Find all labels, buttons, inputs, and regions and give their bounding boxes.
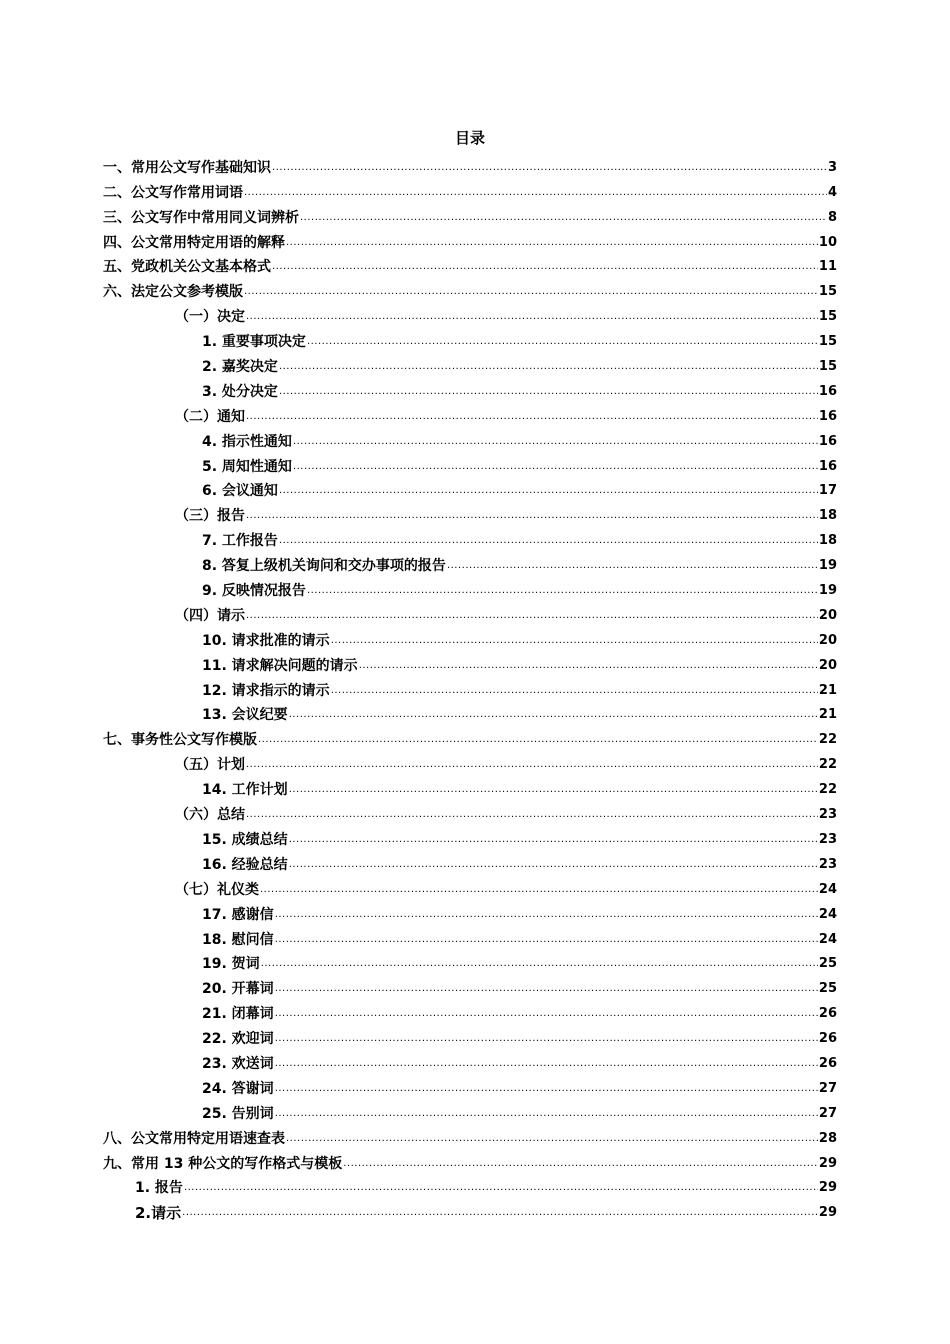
toc-entry[interactable]: [103, 202, 837, 227]
toc-page-number: 16: [818, 408, 837, 424]
toc-page-number: 18: [818, 508, 837, 524]
toc-page-number: 24: [818, 881, 837, 897]
toc-dot-leader: [289, 783, 818, 797]
toc-page-number: 19: [818, 583, 837, 599]
toc-entry-text: 三、公文写作中常用同义词辨析: [103, 209, 299, 226]
toc-entry[interactable]: [103, 998, 837, 1023]
toc-page-number: 20: [818, 657, 837, 673]
toc-entry[interactable]: [103, 949, 837, 974]
toc-entry[interactable]: [103, 675, 837, 700]
toc-page-number: 21: [818, 682, 837, 698]
toc-entry-text: 8. 答复上级机关询问和交办事项的报告: [202, 558, 446, 575]
toc-page-number: 11: [818, 259, 837, 275]
toc-entry-text: （四）请示: [175, 607, 245, 624]
toc-page-number: 20: [818, 632, 837, 648]
toc-entry-text: 22. 欢迎词: [202, 1031, 274, 1048]
toc-entry[interactable]: [103, 650, 837, 675]
toc-entry[interactable]: [103, 401, 837, 426]
toc-dot-leader: [184, 1181, 818, 1195]
toc-entry[interactable]: [103, 426, 837, 451]
toc-entry[interactable]: [103, 625, 837, 650]
toc-dot-leader: [359, 659, 818, 673]
toc-dot-leader: [244, 186, 827, 200]
toc-entry[interactable]: [103, 774, 837, 799]
toc-dot-leader: [275, 1057, 818, 1071]
toc-entry[interactable]: [103, 227, 837, 252]
toc-dot-leader: [246, 758, 818, 772]
toc-dot-leader: [246, 808, 818, 822]
toc-entry-text: 19. 贺词: [202, 956, 260, 973]
toc-dot-leader: [275, 1032, 818, 1046]
toc-entry-text: 二、公文写作常用词语: [103, 184, 243, 201]
toc-page-number: 29: [818, 1155, 837, 1171]
toc-dot-leader: [244, 285, 818, 299]
toc-dot-leader: [331, 684, 818, 698]
toc-entry[interactable]: [103, 899, 837, 924]
toc-entry-text: （二）通知: [175, 408, 245, 425]
toc-page-number: 4: [827, 184, 837, 200]
toc-entry-text: 23. 欢送词: [202, 1055, 274, 1072]
toc-dot-leader: [447, 559, 818, 573]
toc-entry-text: （六）总结: [175, 807, 245, 824]
toc-page-number: 25: [818, 981, 837, 997]
toc-entry-text: 六、法定公文参考模版: [103, 284, 243, 301]
toc-entry[interactable]: [103, 500, 837, 525]
toc-entry-text: 2. 嘉奖决定: [202, 359, 278, 376]
toc-entry[interactable]: [103, 874, 837, 899]
toc-dot-leader: [260, 883, 818, 897]
toc-dot-leader: [286, 1132, 818, 1146]
toc-entry-text: 10. 请求批准的请示: [202, 632, 330, 649]
toc-dot-leader: [307, 335, 818, 349]
toc-page-number: 21: [818, 707, 837, 723]
toc-entry[interactable]: [103, 252, 837, 277]
toc-entry-text: 16. 经验总结: [202, 856, 288, 873]
toc-page-number: 17: [818, 483, 837, 499]
toc-page-number: 20: [818, 607, 837, 623]
toc-entry-text: 4. 指示性通知: [202, 433, 292, 450]
toc-entry[interactable]: [103, 351, 837, 376]
toc-dot-leader: [331, 634, 818, 648]
toc-entry-text: （三）报告: [175, 508, 245, 525]
toc-page-number: 23: [818, 856, 837, 872]
toc-entry[interactable]: [103, 1073, 837, 1098]
toc-entry-text: 15. 成绩总结: [202, 831, 288, 848]
toc-dot-leader: [293, 460, 818, 474]
toc-entry[interactable]: [103, 799, 837, 824]
toc-entry[interactable]: [103, 376, 837, 401]
toc-dot-leader: [275, 1007, 818, 1021]
toc-entry[interactable]: [103, 476, 837, 501]
toc-entry[interactable]: [103, 749, 837, 774]
toc-page-number: 10: [818, 234, 837, 250]
toc-page-number: 22: [818, 757, 837, 773]
toc-page-number: 26: [818, 1006, 837, 1022]
toc-dot-leader: [286, 236, 818, 250]
toc-entry[interactable]: [103, 849, 837, 874]
toc-dot-leader: [289, 858, 818, 872]
toc-entry[interactable]: [103, 1023, 837, 1048]
toc-entry-text: 9. 反映情况报告: [202, 583, 306, 600]
toc-dot-leader: [275, 933, 818, 947]
toc-page-number: 26: [818, 1031, 837, 1047]
toc-page-number: 23: [818, 831, 837, 847]
toc-entry-text: （七）礼仪类: [175, 881, 259, 898]
toc-entry[interactable]: [103, 525, 837, 550]
toc-entry-text: 20. 开幕词: [202, 981, 274, 998]
toc-entry-text: 一、常用公文写作基础知识: [103, 159, 271, 176]
toc-dot-leader: [289, 708, 818, 722]
toc-entry[interactable]: [103, 973, 837, 998]
toc-entry[interactable]: [103, 152, 837, 177]
toc-dot-leader: [279, 534, 818, 548]
toc-page-number: 16: [818, 458, 837, 474]
toc-entry[interactable]: [103, 575, 837, 600]
toc-dot-leader: [343, 1157, 818, 1171]
toc-entry[interactable]: [103, 1123, 837, 1148]
toc-dot-leader: [246, 609, 818, 623]
toc-dot-leader: [279, 385, 818, 399]
toc-entry-text: （五）计划: [175, 757, 245, 774]
toc-dot-leader: [279, 484, 818, 498]
toc-entry-text: 九、常用 13 种公文的写作格式与模板: [103, 1155, 343, 1172]
toc-entry-text: 八、公文常用特定用语速查表: [103, 1130, 285, 1147]
toc-page-number: 15: [818, 334, 837, 350]
toc-dot-leader: [275, 1082, 818, 1096]
toc-entry-text: 2.请示: [135, 1204, 182, 1223]
toc-entry-text: 七、事务性公文写作模版: [103, 732, 257, 749]
toc-dot-leader: [275, 1107, 818, 1121]
toc-entry-text: 5. 周知性通知: [202, 458, 292, 475]
toc-entry-text: 11. 请求解决问题的请示: [202, 657, 358, 674]
toc-page-number: 22: [818, 732, 837, 748]
toc-page-number: 15: [818, 359, 837, 375]
toc-page-number: 16: [818, 433, 837, 449]
toc-dot-leader: [182, 1206, 818, 1220]
toc-page-number: 8: [827, 209, 837, 225]
toc-entry-text: 13. 会议纪要: [202, 707, 288, 724]
toc-dot-leader: [272, 161, 827, 175]
toc-entry-text: 7. 工作报告: [202, 533, 278, 550]
toc-entry[interactable]: [103, 177, 837, 202]
toc-entry[interactable]: [103, 700, 837, 725]
toc-entry-text: 6. 会议通知: [202, 483, 278, 500]
toc-page-number: 23: [818, 807, 837, 823]
toc-dot-leader: [261, 957, 818, 971]
toc-page-number: 28: [818, 1130, 837, 1146]
toc-entry[interactable]: [103, 1173, 837, 1198]
toc-title: 目录: [454, 129, 485, 147]
toc-dot-leader: [272, 260, 818, 274]
toc-dot-leader: [289, 833, 818, 847]
toc-page-number: 25: [818, 956, 837, 972]
toc-entry-text: 24. 答谢词: [202, 1080, 274, 1097]
toc-page-number: 22: [818, 782, 837, 798]
toc-page-number: 19: [818, 558, 837, 574]
toc-entry[interactable]: [103, 1048, 837, 1073]
toc-entry-text: 21. 闭幕词: [202, 1006, 274, 1023]
toc-dot-leader: [246, 509, 818, 523]
toc-entry-text: 1. 报告: [135, 1180, 183, 1197]
toc-page-number: 24: [818, 931, 837, 947]
toc-entry-text: 五、党政机关公文基本格式: [103, 259, 271, 276]
toc-page-number: 3: [827, 159, 837, 175]
toc-entry-text: 18. 慰问信: [202, 931, 274, 948]
toc-entry[interactable]: [103, 276, 837, 301]
toc-entry-text: 25. 告别词: [202, 1105, 274, 1122]
toc-entry[interactable]: [103, 550, 837, 575]
toc-entry[interactable]: [103, 924, 837, 949]
toc-page-number: 24: [818, 906, 837, 922]
toc-entry[interactable]: [103, 326, 837, 351]
toc-page-number: 27: [818, 1105, 837, 1121]
toc-page-number: 16: [818, 383, 837, 399]
toc-page-number: 29: [818, 1180, 837, 1196]
toc-page-number: 26: [818, 1055, 837, 1071]
toc-entry[interactable]: [103, 1197, 837, 1222]
toc-dot-leader: [300, 211, 827, 225]
toc-page-number: 27: [818, 1080, 837, 1096]
toc-entry-text: 17. 感谢信: [202, 906, 274, 923]
toc-entry-text: 四、公文常用特定用语的解释: [103, 234, 285, 251]
toc-entry[interactable]: [103, 1098, 837, 1123]
toc-page-number: 18: [818, 533, 837, 549]
toc-entry-text: 12. 请求指示的请示: [202, 682, 330, 699]
toc-dot-leader: [246, 310, 818, 324]
toc-dot-leader: [307, 584, 818, 598]
toc-entry-text: （一）决定: [175, 309, 245, 326]
toc-entry-text: 3. 处分决定: [202, 383, 278, 400]
toc-dot-leader: [275, 982, 818, 996]
toc-entry[interactable]: [103, 301, 837, 326]
toc-entry[interactable]: [103, 1148, 837, 1173]
toc-page-number: 15: [818, 284, 837, 300]
toc-page-number: 29: [818, 1205, 837, 1221]
toc-entry-text: 14. 工作计划: [202, 782, 288, 799]
toc-dot-leader: [293, 435, 818, 449]
toc-entry[interactable]: [103, 824, 837, 849]
toc-dot-leader: [279, 360, 818, 374]
toc-dot-leader: [275, 908, 818, 922]
toc-dot-leader: [258, 733, 818, 747]
toc-dot-leader: [246, 410, 818, 424]
toc-entry[interactable]: [103, 724, 837, 749]
toc-page-number: 15: [818, 309, 837, 325]
toc-entry[interactable]: [103, 600, 837, 625]
toc-entry[interactable]: [103, 451, 837, 476]
toc-entry-text: 1. 重要事项决定: [202, 334, 306, 351]
table-of-contents: [103, 152, 837, 1222]
